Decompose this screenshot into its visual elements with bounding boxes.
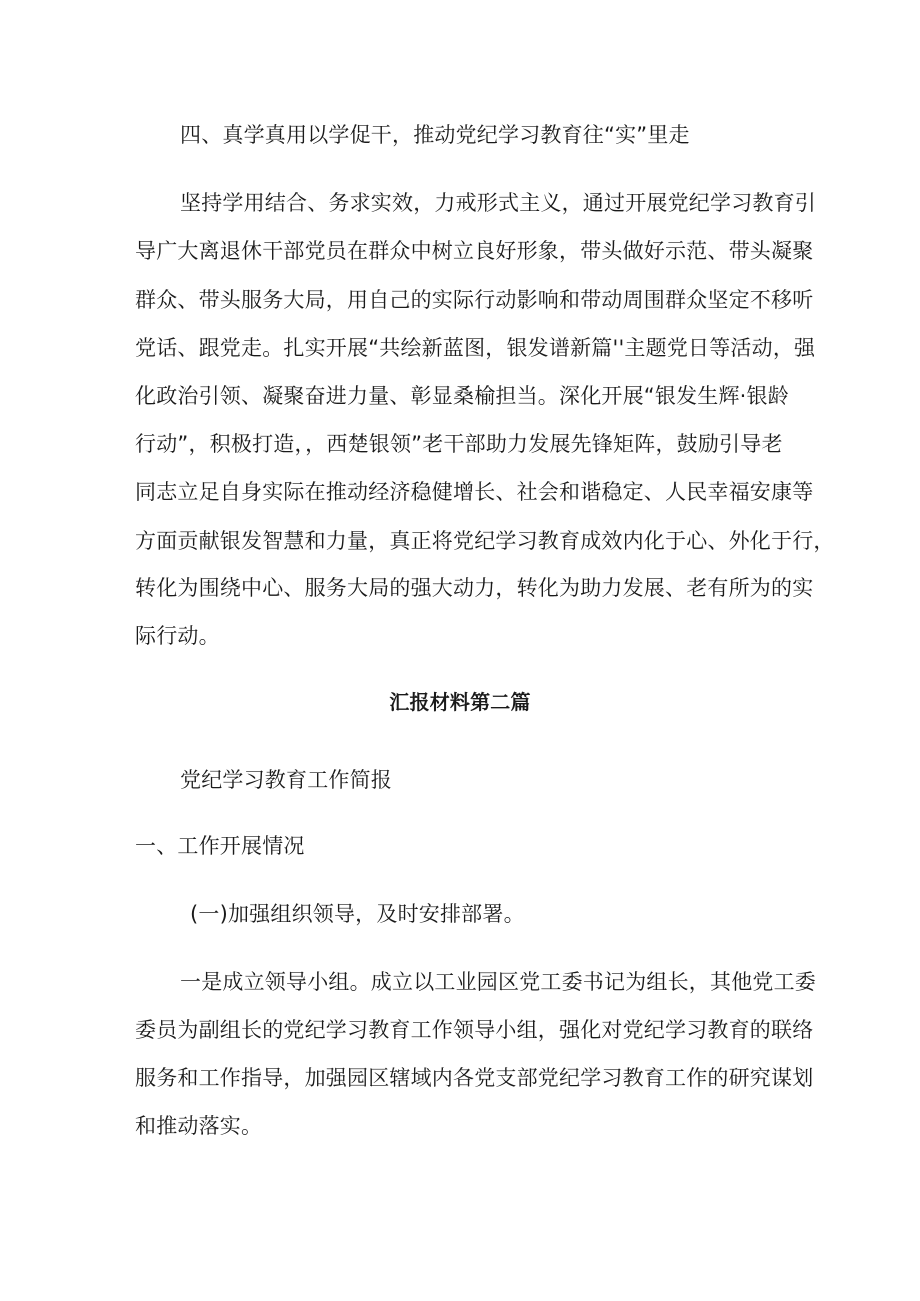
subsection-heading-1: (一)加强组织领导，及时安排部署。: [190, 902, 525, 926]
paragraph-line: 坚持学用结合、务求实效，力戒形式主义，通过开展党纪学习教育引: [180, 191, 816, 215]
paragraph-line: 服务和工作指导，加强园区辖域内各党支部党纪学习教育工作的研究谋划: [135, 1066, 814, 1090]
paragraph-line: 和推动落实。: [135, 1114, 263, 1138]
paragraph-line: 委员为副组长的党纪学习教育工作领导小组，强化对党纪学习教育的联络: [135, 1018, 814, 1042]
paragraph-line: 方面贡献银发智慧和力量，真正将党纪学习教育成效内化于心、外化于行，: [135, 529, 835, 553]
paragraph-line: 群众、带头服务大局，用自己的实际行动影响和带动周围群众坚定不移听: [135, 288, 814, 312]
section-heading-1: 一、工作开展情况: [135, 834, 305, 858]
report-title: 党纪学习教育工作简报: [180, 768, 392, 792]
paragraph-line: 党话、跟党走。扎实开展“共绘新蓝图，银发谱新篇''主题党日等活动，强: [135, 336, 816, 360]
paragraph-line: 同志立足自身实际在推动经济稳健增长、社会和谐稳定、人民幸福安康等: [135, 480, 814, 504]
chapter-title: 汇报材料第二篇: [389, 690, 531, 714]
paragraph-line: 际行动。: [135, 624, 220, 648]
paragraph-line: 一是成立领导小组。成立以工业园区党工委书记为组长，其他党工委: [180, 970, 816, 994]
section-heading-4: 四、真学真用以学促干，推动党纪学习教育往“实”里走: [180, 123, 690, 147]
paragraph-line: 行动”，积极打造，，西楚银领”老干部助力发展先锋矩阵，鼓励引导老: [135, 432, 783, 456]
paragraph-line: 导广大离退休干部党员在群众中树立良好形象，带头做好示范、带头凝聚: [135, 239, 814, 263]
paragraph-line: 化政治引领、凝聚奋进力量、彰显桑榆担当。深化开展“银发生辉·银龄: [135, 384, 789, 408]
paragraph-line: 转化为围绕中心、服务大局的强大动力，转化为助力发展、老有所为的实: [135, 576, 814, 600]
